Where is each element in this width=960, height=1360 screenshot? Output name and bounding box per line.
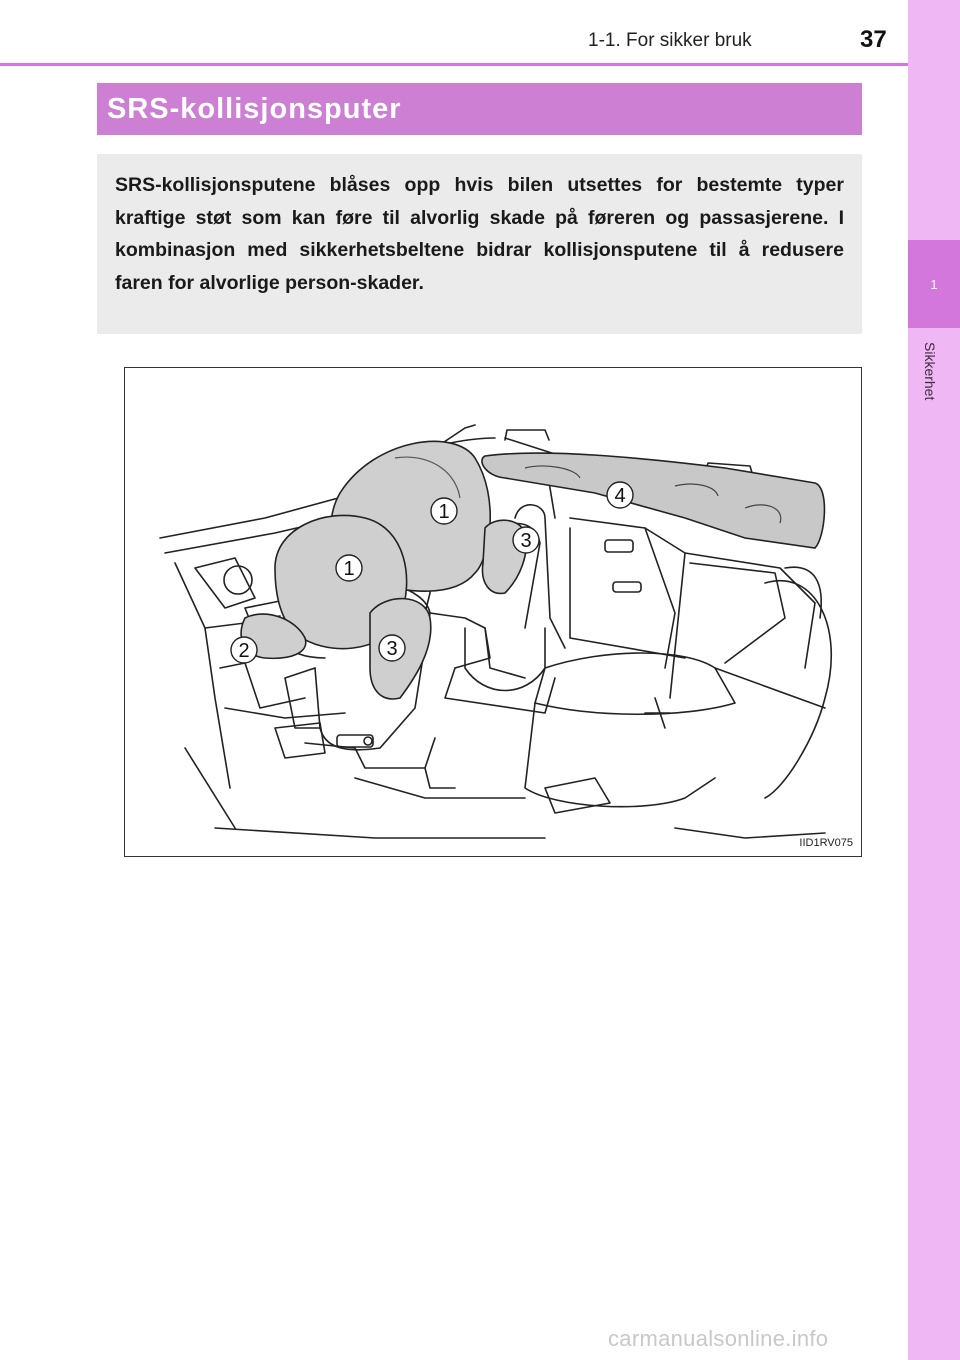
airbag-illustration	[124, 367, 862, 857]
watermark: carmanualsonline.info	[608, 1326, 829, 1351]
svg-text:4: 4	[614, 485, 626, 507]
callout-4-curtain	[607, 482, 633, 508]
callout-2-knee	[231, 637, 257, 663]
car-interior-drawing	[125, 368, 863, 858]
section-title: SRS-kollisjonsputer	[97, 83, 862, 135]
chapter-name: Sikkerhet	[922, 342, 938, 401]
figure-code: IID1RV075	[799, 837, 853, 849]
running-header: 1-1. For sikker bruk	[588, 30, 752, 51]
svg-text:3: 3	[386, 638, 398, 660]
callout-1-driver	[336, 555, 362, 581]
callout-3-driver-side	[379, 635, 405, 661]
svg-text:2: 2	[238, 640, 250, 662]
callout-3-passenger-side	[513, 527, 539, 553]
chapter-side-tab	[908, 0, 960, 1360]
svg-text:3: 3	[520, 530, 532, 552]
chapter-number: 1	[908, 240, 960, 328]
svg-text:1: 1	[438, 501, 450, 523]
page-number: 37	[860, 26, 887, 53]
callout-1-passenger	[431, 498, 457, 524]
svg-text:1: 1	[343, 558, 355, 580]
intro-paragraph: SRS-kollisjonsputene blåses opp hvis bilen utsettes for bestemte typer kraftige støt som kan føre til alvorlig skade på føreren og passasjerene. I kombinasjon med sikkerhetsbeltene bidrar kollisjonsputene til å redusere faren for alvorlige person-skader.	[97, 154, 862, 334]
header-divider	[0, 63, 908, 66]
